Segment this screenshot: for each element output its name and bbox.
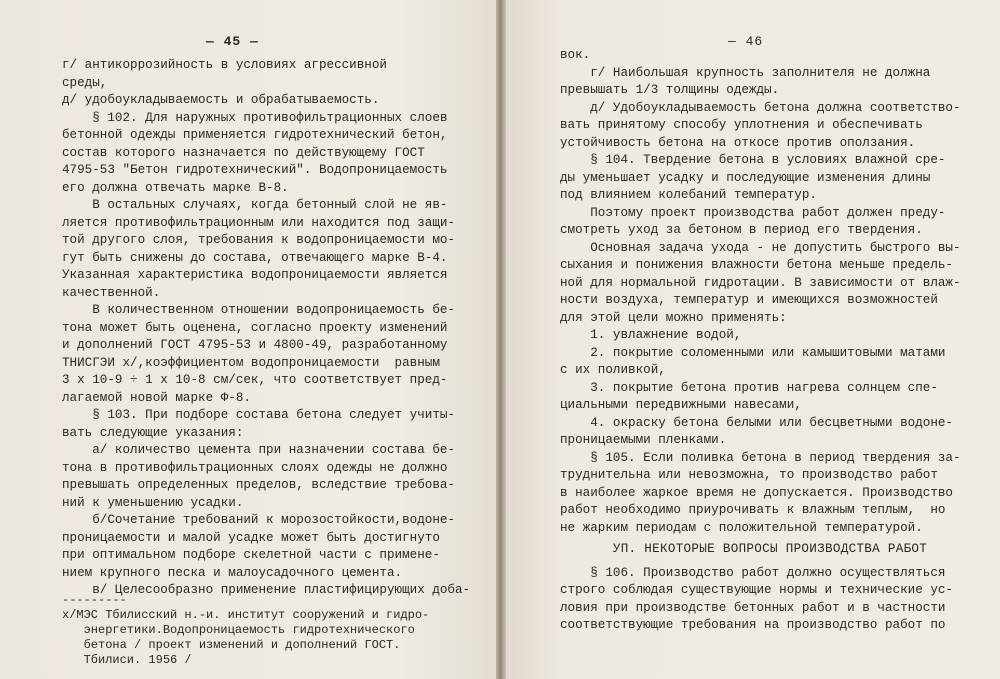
- text-line: а/ количество цемента при назначении состава бе-: [62, 443, 455, 457]
- text-line: ТНИСГЭИ х/,коэффициентом водопроницаемости равным: [62, 355, 440, 370]
- text-line: работ необходимо приурочивать к влажным теплым, но: [560, 503, 946, 517]
- text-line: и дополнений ГОСТ 4795-53 и 4800-49, разработанному: [62, 338, 448, 352]
- text-line: не жарким периодам с положительной температурой.: [560, 520, 923, 535]
- text-line: строго соблюдая существующие нормы и технические ус-: [560, 583, 953, 597]
- text-line: проницаемости и малой усадке может быть достигнуто: [62, 530, 440, 545]
- text-line: труднительна или невозможна, то производство работ: [560, 468, 938, 482]
- text-line: тона может быть оценена, согласно проекту изменений: [62, 320, 448, 335]
- text-line: 1. увлажнение водой,: [560, 328, 742, 342]
- text-line: его должна отвечать марке В-8.: [62, 180, 289, 195]
- text-line: ляется противофильтрационным или находится под защи-: [62, 215, 455, 230]
- text-line: § 106. Производство работ должно осуществляться: [560, 565, 946, 580]
- text-line: ды уменьшает усадку и последующие изменения длины: [560, 170, 931, 185]
- book-gutter: [496, 0, 506, 679]
- text-line: г/ антикоррозийность в условиях агрессивной: [62, 58, 387, 72]
- text-line: ний к уменьшению усадки.: [62, 495, 244, 510]
- text-line: соответствующие требования на производство работ по: [560, 618, 946, 632]
- footnote-line: х/МЭС Тбилисский н.-и. институт сооружений и гидро-: [62, 608, 430, 622]
- text-line: бетонной одежды применяется гидротехнический бетон,: [62, 128, 448, 142]
- text-line: 3. покрытие бетона против нагрева солнцем спе-: [560, 380, 938, 395]
- left-page: [0, 0, 496, 679]
- text-line: гут быть снижены до состава, отвечающего марке В-4.: [62, 250, 448, 265]
- text-line: Поэтому проект производства работ должен преду-: [560, 205, 946, 220]
- text-line: в/ Целесообразно применение пластифицирующих доба-: [62, 583, 471, 597]
- text-line: в наиболее жаркое время не допускается. Производство: [560, 485, 953, 500]
- text-line: б/Сочетание требований к морозостойкости,водоне-: [62, 513, 455, 527]
- text-line: Основная задача ухода - не допустить быстрого вы-: [560, 240, 961, 255]
- text-line: В остальных случаях, когда бетонный слой не яв-: [62, 198, 448, 212]
- page-number: — 46: [728, 34, 764, 49]
- text-line: вок.: [560, 48, 591, 62]
- page-number: — 45 —: [206, 34, 259, 49]
- text-line: § 102. Для наружных противофильтрационных слоев: [62, 110, 448, 125]
- text-line: д/ Удобоукладываемость бетона должна соответство-: [560, 100, 961, 115]
- page-text: [560, 47, 980, 635]
- footnote: [62, 593, 429, 668]
- footnote-lines: [62, 608, 429, 668]
- text-line: смотреть уход за бетоном в период его твердения.: [560, 223, 923, 237]
- text-line: лагаемой новой марке Ф-8.: [62, 390, 251, 405]
- text-line: сыхания и понижения влажности бетона меньше предель-: [560, 258, 953, 272]
- footnote-separator: ---------: [62, 593, 127, 607]
- text-line: § 103. При подборе состава бетона следует учиты-: [62, 408, 455, 422]
- text-line: для этой цели можно применять:: [560, 310, 787, 325]
- footnote-line: бетона / проект изменений и дополнений ГОСТ.: [62, 638, 401, 652]
- section-heading: УП. НЕКОТОРЫЕ ВОПРОСЫ ПРОИЗВОДСТВА РАБОТ: [612, 542, 928, 556]
- text-line: Указанная характеристика водопроницаемости является: [62, 268, 448, 282]
- text-line: ной для нормальной гидротации. В зависимости от влаж-: [560, 275, 961, 290]
- text-line: превышать определенных пределов, вследствие требова-: [62, 478, 455, 492]
- text-line: 3 х 10-9 ÷ 1 х 10-8 см/сек, что соответствует пред-: [62, 373, 448, 387]
- text-line: д/ удобоукладываемость и обрабатываемость.: [62, 93, 380, 107]
- text-line: качественной.: [62, 285, 161, 300]
- text-line: устойчивость бетона на откосе против оползания.: [560, 135, 916, 150]
- text-line: ности воздуха, температур и имеющихся возможностей: [560, 293, 938, 307]
- page-text: [62, 57, 472, 600]
- text-line: нием крупного песка и малоусадочного цемента.: [62, 565, 403, 580]
- text-line: 2. покрытие соломенными или камышитовыми матами: [560, 345, 946, 360]
- text-line: состав которого назначается по действующему ГОСТ: [62, 145, 425, 160]
- text-line: В количественном отношении водопроницаемость бе-: [62, 303, 455, 317]
- text-line: той другого слоя, требования к водопроницаемости мо-: [62, 233, 455, 247]
- text-line: проницаемыми пленками.: [560, 433, 727, 447]
- right-page: [506, 0, 1000, 679]
- footnote-line: энергетики.Водопроницаемость гидротехнического: [62, 623, 415, 637]
- text-line: вать следующие указания:: [62, 425, 244, 440]
- text-line: § 104. Твердение бетона в условиях влажной сре-: [560, 153, 946, 167]
- text-line: тона в противофильтрационных слоях одежды не должно: [62, 460, 448, 475]
- text-line: с их поливкой,: [560, 363, 666, 377]
- text-line: среды,: [62, 75, 108, 90]
- text-line: под влиянием колебаний температур.: [560, 188, 817, 202]
- text-line: циальными передвижными навесами,: [560, 398, 802, 412]
- text-line: г/ Наибольшая крупность заполнителя не должна: [560, 65, 931, 80]
- text-line: вать принятому способу уплотнения и обеспечивать: [560, 118, 923, 132]
- text-line: 4. окраску бетона белыми или бесцветными водоне-: [560, 415, 953, 430]
- text-line: ловия при производстве бетонных работ и в частности: [560, 600, 946, 615]
- footnote-line: Тбилиси. 1956 /: [62, 653, 192, 667]
- text-line: § 105. Если поливка бетона в период твердения за-: [560, 450, 961, 465]
- text-line: превышать 1/3 толщины одежды.: [560, 83, 780, 97]
- text-line: 4795-53 "Бетон гидротехнический". Водопроницаемость: [62, 163, 448, 177]
- text-line: при оптимальном подборе скелетной части с примене-: [62, 548, 440, 562]
